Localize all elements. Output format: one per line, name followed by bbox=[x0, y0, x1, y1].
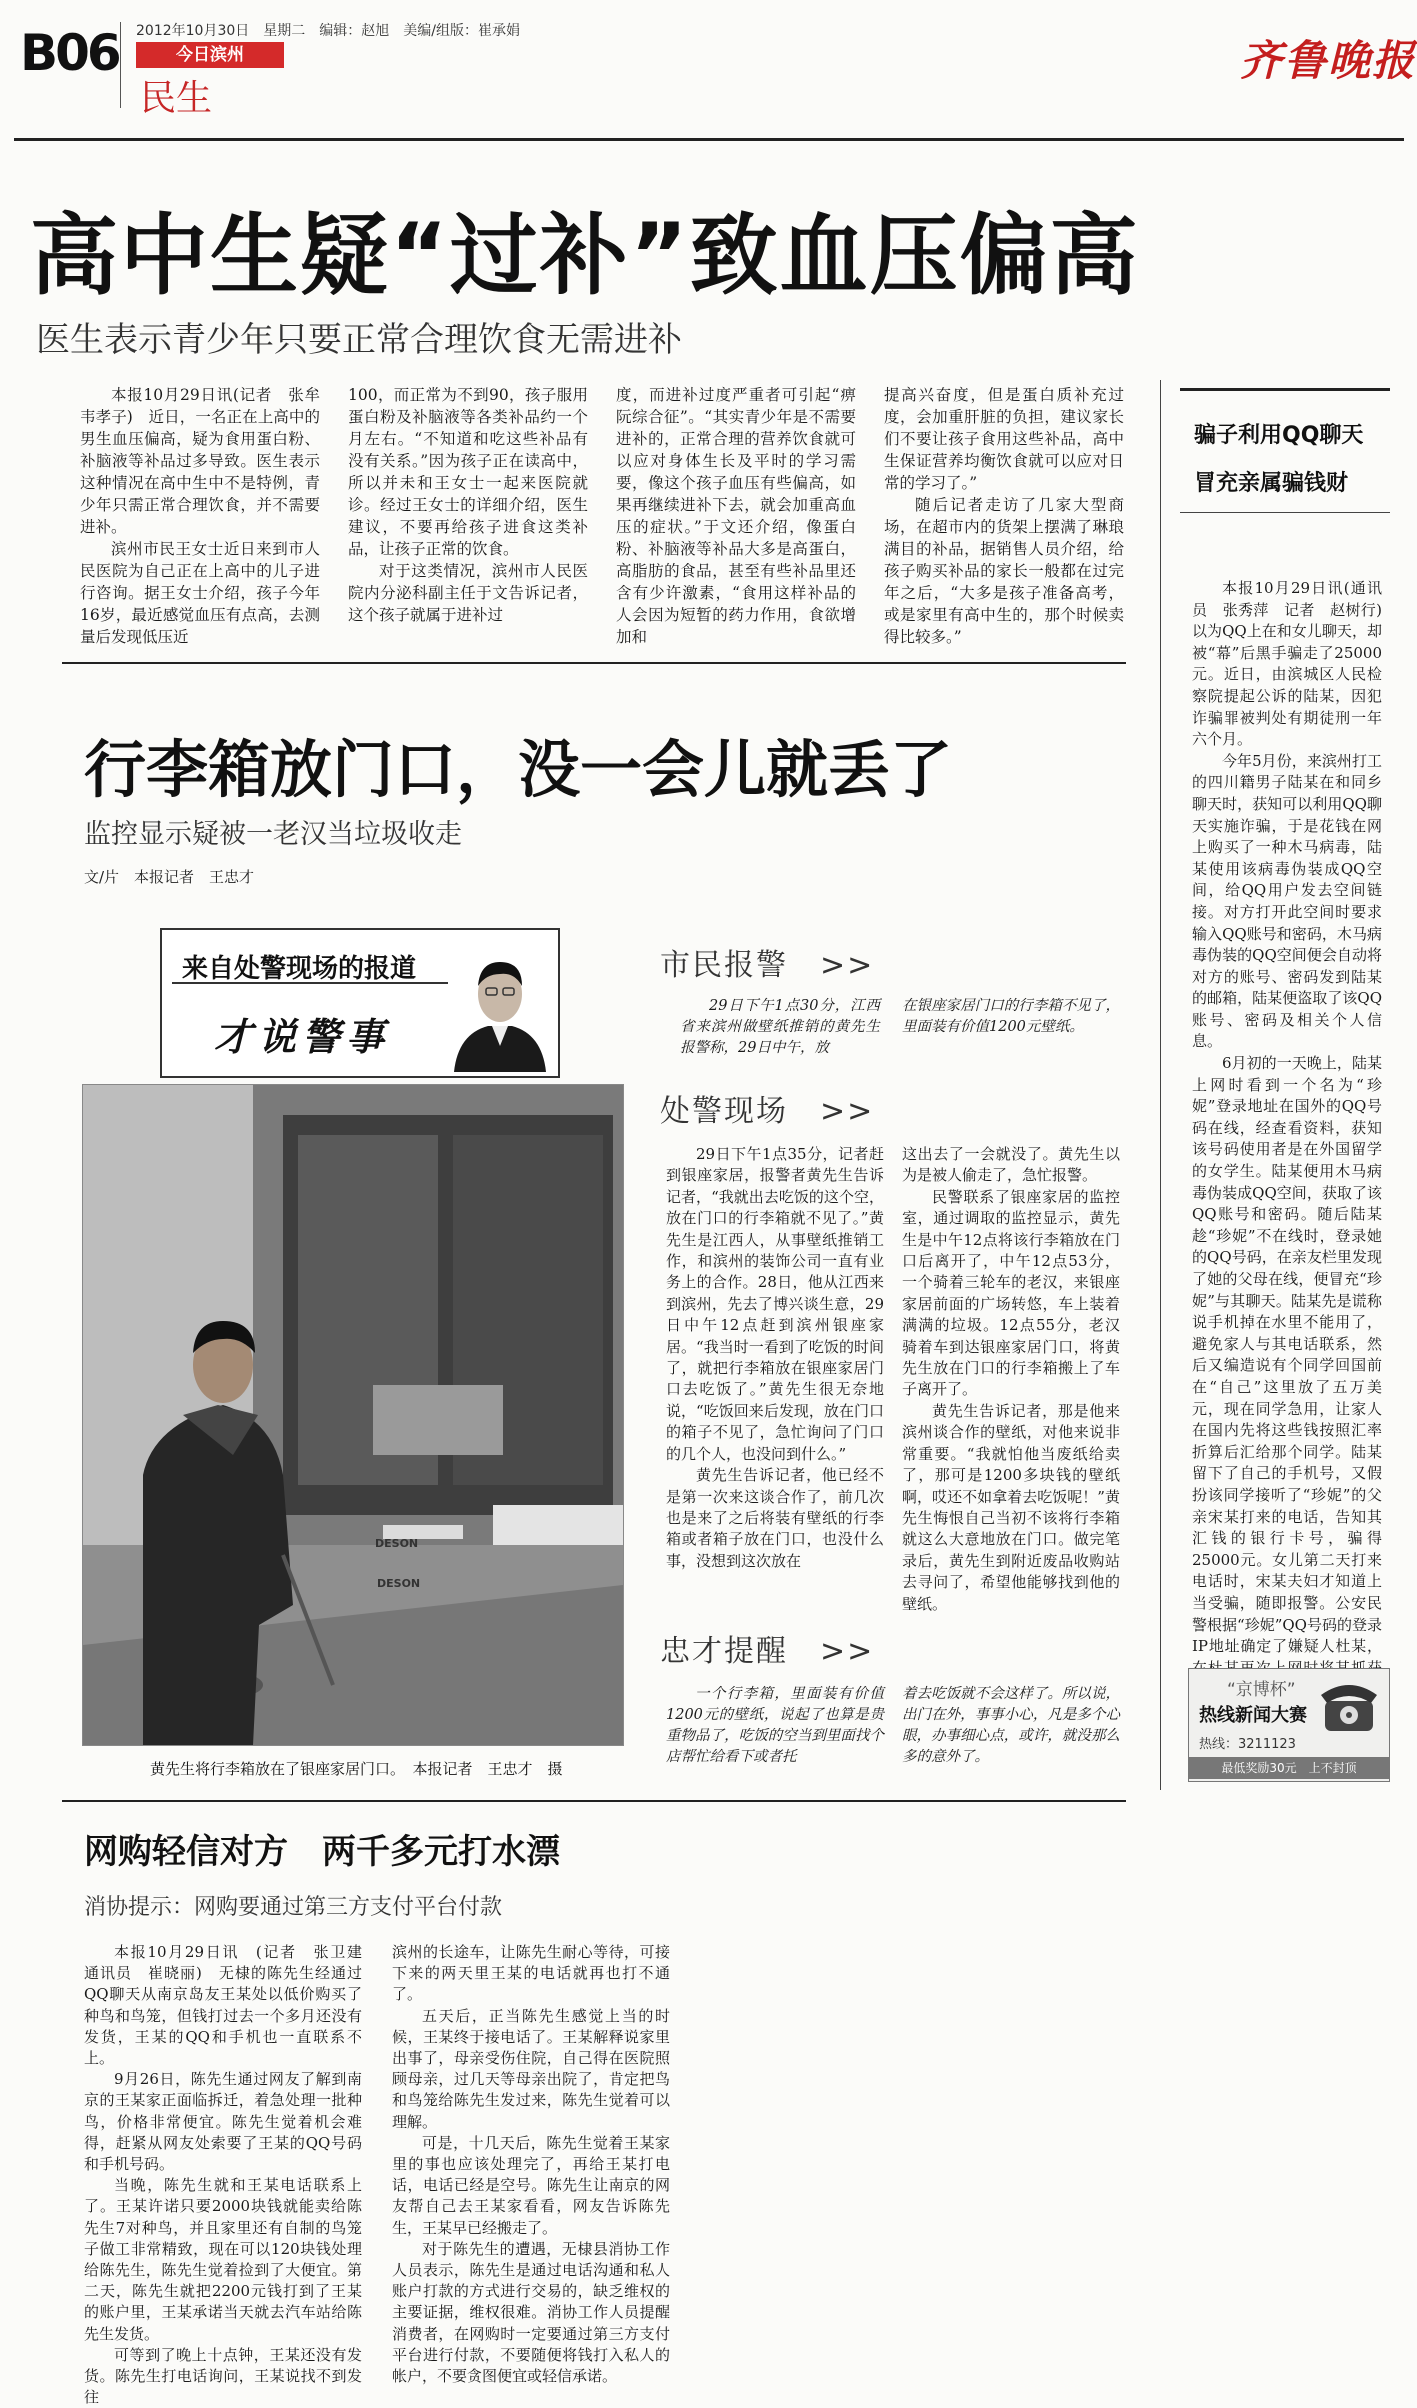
date-line: 2012年10月30日 星期二 编辑：赵旭 美编/组版：崔承娟 bbox=[136, 23, 520, 39]
header-divider bbox=[120, 22, 121, 108]
section-tip-b: 着去吃饭就不会这样了。所以说，出门在外，事事小心，凡是多个心眼，办事细心点，或许，就没那么多的意外了。 bbox=[902, 1686, 1120, 1765]
ad-brand: “京博杯” bbox=[1227, 1680, 1296, 1700]
side-body bbox=[1192, 578, 1398, 1701]
lead-col2-para: 对于这类情况，滨州市人民医院内分泌科副主任于文告诉记者，这个孩子就属于进补过 bbox=[348, 562, 588, 624]
lead-column-4 bbox=[884, 384, 1124, 648]
hotline-ad bbox=[1188, 1668, 1390, 1782]
second-headline: 行李箱放门口，没一会儿就丢了 bbox=[84, 733, 953, 806]
scene-para: 民警联系了银座家居的监控室，通过调取的监控显示，黄先生是中午12点将该行李箱放在门口后离开了，中午12点53分，一个骑着三轮车的老汉，来银座家居前面的广场转悠，车上装着满满的垃圾。12点55分，老汉骑着车到达银座家居门口，将黄先生放在门口的行李箱搬上了车子离开了。 bbox=[902, 1187, 1120, 1399]
third-para: 9月26日，陈先生通过网友了解到南京的王某家正面临拆迁，着急处理一批种鸟，价格非常便宜。陈先生觉着机会难得，赶紧从网友处索要了王某的QQ号码和手机号码。 bbox=[84, 2070, 362, 2174]
third-para: 可是，十几天后，陈先生觉着王某家里的事也应该处理完了，再给王某打电话，电话已经是空号。陈先生让南京的网友帮自己去王某家看看，网友告诉陈先生，王某早已经搬走了。 bbox=[392, 2133, 670, 2237]
section-tip-a: 一个行李箱，里面装有价值1200元的壁纸，说起了也算是贵重物品了，吃饭的空当到里面找个店帮忙给看下或者托 bbox=[666, 1686, 884, 1765]
second-subhead: 监控显示疑被一老汉当垃圾收走 bbox=[84, 819, 462, 850]
lead-column-3 bbox=[616, 384, 856, 648]
third-para: 滨州的长途车，让陈先生耐心等待，可接下来的两天里王某的电话就再也打不通了。 bbox=[392, 1943, 670, 2004]
ad-note: 最低奖励30元 上不封顶 bbox=[1189, 1757, 1389, 1779]
badge-title: 来自处警现场的报道 bbox=[182, 954, 417, 984]
lead-column-1 bbox=[80, 384, 320, 648]
photo-sign-1: DESON bbox=[375, 1537, 419, 1550]
column-badge bbox=[160, 928, 560, 1078]
lead-column-2 bbox=[348, 384, 588, 626]
second-byline: 文/片 本报记者 王忠才 bbox=[84, 868, 255, 886]
section-scene-column-1 bbox=[666, 1144, 884, 1572]
section-scene-column-2 bbox=[902, 1144, 1120, 1615]
side-headline-1: 骗子利用QQ聊天 bbox=[1194, 423, 1364, 448]
section-tag: 今日滨州 bbox=[136, 42, 284, 68]
photo-sign-2: DESON bbox=[377, 1577, 421, 1590]
photo-caption: 黄先生将行李箱放在了银座家居门口。 本报记者 王忠才 摄 bbox=[150, 1760, 563, 1778]
side-headline-2: 冒充亲属骗钱财 bbox=[1194, 471, 1349, 496]
third-subhead: 消协提示：网购要通过第三方支付平台付款 bbox=[84, 1895, 503, 1920]
third-column-1 bbox=[84, 1942, 378, 2408]
lead-col3-para: 度，而进补过度严重者可引起“痹阮综合征”。“其实青少年是不需要进补的，正常合理的营养饮食就可以应对身体生长及平时的学习需要，像这个孩子血压有些偏高，如果再继续进补下去，就会加重高血压的症状。”于文还介绍，像蛋白粉、补脑液等补品大多是高蛋白，高脂肪的食品，甚至有些补品里还含有少许激素，“食用这样补品的人会因为短暂的药力作用，食欲增加和 bbox=[616, 386, 856, 646]
reporter-portrait bbox=[448, 936, 552, 1072]
side-column-rule bbox=[1160, 380, 1161, 1790]
telephone-icon bbox=[1317, 1673, 1381, 1737]
lead-headline: 高中生疑“过补”致血压偏高 bbox=[30, 204, 1140, 307]
third-para: 本报10月29日讯 (记者 张卫建 通讯员 崔晓丽) 无棣的陈先生经通过QQ聊天从南京岛友王某处以低价购买了种鸟和鸟笼，但钱打过去一个多月还没有发货，王某的QQ和手机也一直联系不上。 bbox=[84, 1943, 378, 2068]
side-para: 6月初的一天晚上，陆某上网时看到一个名为“珍妮”登录地址在国外的QQ号码在线，经查看资料，获知该号码使用者是在外国留学的女学生。陆某便用木马病毒伪装成QQ空间，获取了该QQ账号和密码。随后陆某趁“珍妮”不在线时，登录她的QQ号码，在亲友栏里发现了她的父母在线，便冒充“珍妮”与其聊天。陆某先是谎称说手机掉在水里不能用了，避免家人与其电话联系，然后又编造说有个同学回国前在“自己”这里放了五万美元，现在同学急用，让家人在国内先将这些钱按照汇率折算后汇给那个同学。陆某留下了自己的手机号，又假扮该同学接听了“珍妮”的父亲宋某打来的电话，告知其汇钱的银行卡号，骗得25000元。女儿第二天打来电话时，宋某夫妇才知道上当受骗，随即报警。公安民警根据“珍妮”QQ号码的登录IP地址确定了嫌疑人杜某， bbox=[1192, 1054, 1382, 1656]
lead-col2-para: 100，而正常为不到90，孩子服用蛋白粉及补脑液等各类补品约一个月左右。“不知道和吃这些补品有没有关系。”因为孩子正在读高中，所以并未和王女士一起来医院就诊。经过王女士的详细介绍，医生建议，不要再给孩子进食这类补品，让孩子正常的饮食。 bbox=[348, 386, 588, 558]
header-rule bbox=[14, 138, 1404, 141]
side-top-rule bbox=[1180, 388, 1390, 391]
page-number: B06 bbox=[20, 24, 119, 82]
masthead bbox=[0, 0, 1417, 120]
scene-para: 这出去了一会就没了。黄先生以为是被人偷走了，急忙报警。 bbox=[902, 1145, 1120, 1185]
third-para: 对于陈先生的遭遇，无棣县消协工作人员表示，陈先生是通过电话沟通和私人账户打款的方式进行交易的，缺乏维权的主要证据，维权很难。消协工作人员提醒消费者，在网购时一定要通过第三方支付平台进行付款，不要随便将钱打入私人的帐户，不要贪图便宜或轻信承诺。 bbox=[392, 2239, 670, 2386]
scene-para: 29日下午1点35分，记者赶到银座家居，报警者黄先生告诉记者，“我就出去吃饭的这个空，放在门口的行李箱就不见了。”黄先生是江西人，从事壁纸推销工作，和滨州的装饰公司一直有业务上的合作。28日，他从江西来到滨州，先去了博兴谈生意，29日中午12点赶到滨州银座家居。“我当时一看到了吃饭的时间了，就把行李箱放在银座家居门口去吃饭了。”黄先生很无奈地说，“吃饭回来后发现，放在门口的箱子不见了，急忙询问了门口的几个人，也没问到什么。” bbox=[666, 1145, 884, 1463]
third-para: 可等到了晚上十点钟，王某还没有发货。陈先生打电话询问，王某说找不到发往 bbox=[84, 2345, 362, 2407]
ad-hotline: 热线：3211123 bbox=[1199, 1737, 1296, 1752]
third-headline: 网购轻信对方 两千多元打水漂 bbox=[84, 1832, 560, 1872]
scene-para: 黄先生告诉记者，那是他来滨州谈合作的壁纸，对他来说非常重要。“我就怕他当废纸给卖了，那可是1200多块钱的壁纸啊，哎还不如拿着去吃饭呢！”黄先生悔恨自己当初不该将行李箱就这么大意地放在门口。做完笔录后，黄先生到附近废品收购站去寻问了，希望他能够找到他的壁纸。 bbox=[902, 1401, 1120, 1613]
section-citizen-report-b: 在银座家居门口的行李箱不见了，里面装有价值1200元壁纸。 bbox=[902, 998, 1120, 1035]
badge-name: 才说警事 bbox=[214, 1014, 391, 1059]
section-citizen-report-a: 29日下午1点30分，江西省来滨州做壁纸推销的黄先生报警称，29日中午，放 bbox=[680, 998, 880, 1056]
ad-title: 热线新闻大赛 bbox=[1199, 1705, 1307, 1726]
section-citizen-report-title: 市民报警 >> bbox=[660, 948, 875, 983]
side-para: 本报10月29日讯(通讯员 张秀萍 记者 赵树行) 以为QQ上在和女儿聊天，却被“幕”后黑手骗走了25000元。近日，由滨城区人民检察院提起公诉的陆某，因犯诈骗罪被判处有期徒刑一年六个月。 bbox=[1192, 579, 1398, 749]
third-column-2 bbox=[392, 1942, 670, 2387]
lead-subhead: 医生表示青少年只要正常合理饮食无需进补 bbox=[36, 320, 682, 360]
lead-col4-para: 提高兴奋度，但是蛋白质补充过度，会加重肝脏的负担，建议家长们不要让孩子食用这些补品，高中生保证营养均衡饮食就可以应对日常的学习了。” bbox=[884, 386, 1124, 492]
section-scene-title: 处警现场 >> bbox=[660, 1094, 875, 1129]
side-headline-rule bbox=[1180, 512, 1390, 513]
section-tip-title: 忠才提醒 >> bbox=[660, 1634, 875, 1669]
lead-col1-para: 本报10月29日讯(记者 张牟韦孝子) 近日，一名正在上高中的男生血压偏高，疑为食用蛋白粉、补脑液等补品过多导致。医生表示这种情况在高中生中不是特例，青少年只需正常合理饮食，并不需要进补。 bbox=[80, 386, 320, 536]
third-para: 五天后，正当陈先生感觉上当的时候，王某终于接电话了。王某解释说家里出事了，母亲受伤住院，自己得在医院照顾母亲，过几天等母亲出院了，肯定把鸟和鸟笼给陈先生发过来，陈先生觉着可以理解。 bbox=[392, 2006, 670, 2131]
section-name: 民生 bbox=[140, 78, 213, 119]
lead-col1-para: 滨州市民王女士近日来到市人民医院为自己正在上高中的儿子进行咨询。据王女士介绍，孩子今年16岁，最近感觉血压有点高，去测量后发现低压近 bbox=[80, 540, 320, 646]
second-bottom-rule bbox=[62, 1800, 1126, 1802]
scene-para: 黄先生告诉记者，他已经不是第一次来这谈合作了，前几次也是来了之后将装有壁纸的行李箱或者箱子放在门口，也没什么事，没想到这次放在 bbox=[666, 1466, 884, 1570]
story-photo bbox=[82, 1084, 624, 1746]
lead-bottom-rule bbox=[62, 662, 1126, 664]
third-para: 当晚，陈先生就和王某电话联系上了。王某许诺只要2000块钱就能卖给陈先生7对种鸟，并且家里还有自制的鸟笼子做工非常精致，现在可以120块钱处理给陈先生，陈先生觉着捡到了大便宜。第二天，陈先生就把2200元钱打到了王某的账户里，王某承诺当天就去汽车站给陈先生发货。 bbox=[84, 2176, 362, 2343]
side-para: 今年5月份，来滨州打工的四川籍男子陆某在和同乡聊天时，获知可以利用QQ聊天实施诈骗，于是花钱在网上购买了一种木马病毒，陆某使用该病毒伪装成QQ空间，给QQ用户发去空间链接。对方打开此空间时要求输入QQ账号和密码，木马病毒伪装的QQ空间便会自动将对方的账号、密码发到陆某的邮箱，陆某便盗取了该QQ账号、密码及相关个人信息。 bbox=[1192, 751, 1382, 1051]
paper-logo: 齐鲁晚报 bbox=[1240, 36, 1417, 85]
lead-col4-para: 随后记者走访了几家大型商场，在超市内的货架上摆满了琳琅满目的补品，据销售人员介绍，给孩子购买补品的家长一般都在过完年之后，“大多是孩子准备高考，或是家里有高中生的，那个时候卖得比较多。” bbox=[884, 496, 1124, 646]
